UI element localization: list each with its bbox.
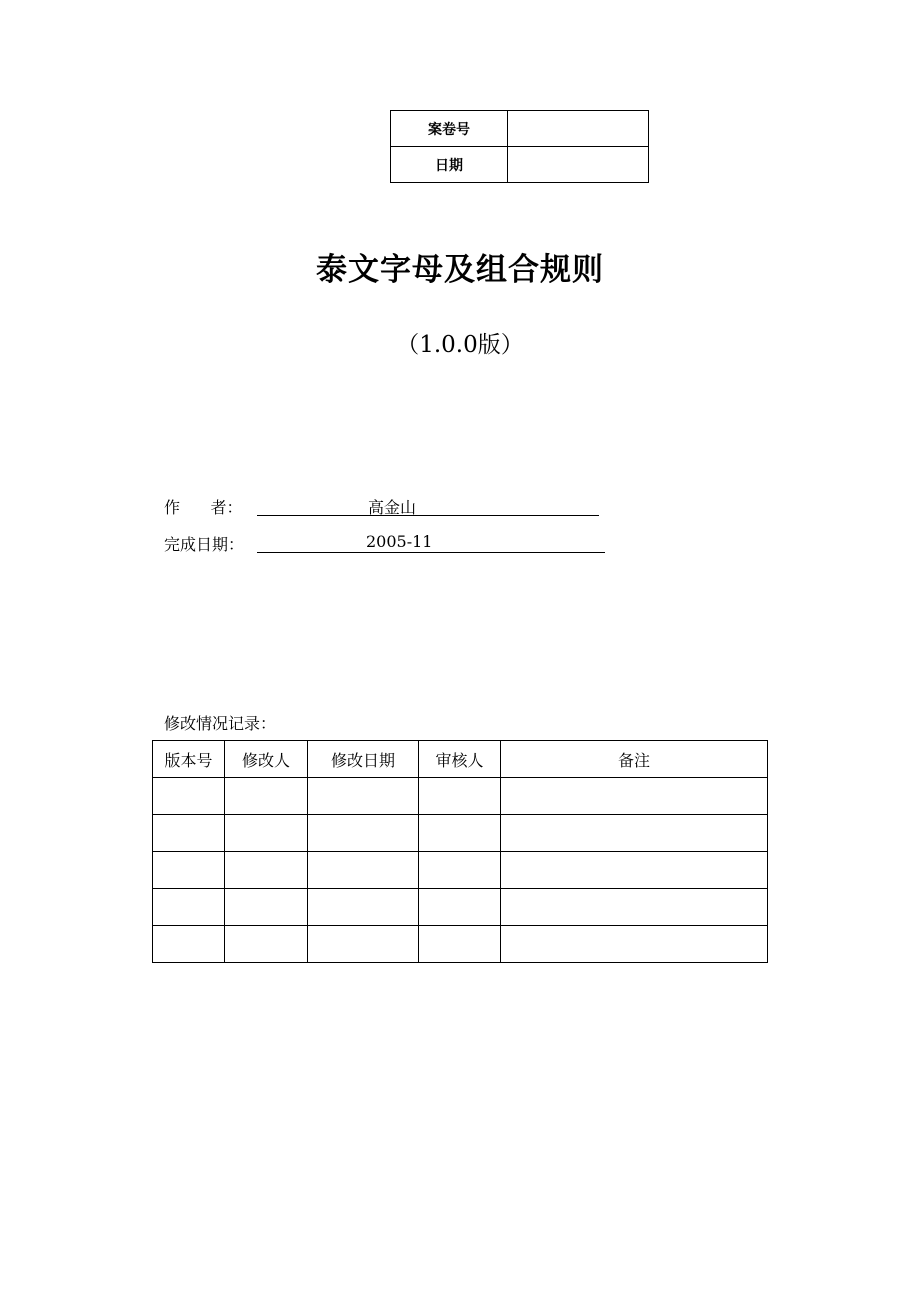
table-cell [153, 778, 225, 815]
table-row [153, 852, 768, 889]
archive-date-value [508, 147, 649, 183]
table-row [153, 926, 768, 963]
archive-date-row [391, 147, 649, 183]
table-cell [308, 889, 419, 926]
header-version-number: 版本号 [153, 741, 225, 778]
header-reviewer: 审核人 [419, 741, 501, 778]
archive-number-value [508, 111, 649, 147]
completion-date-label: 完成日期： [164, 535, 245, 554]
table-cell [153, 852, 225, 889]
table-cell [153, 926, 225, 963]
table-row [153, 815, 768, 852]
header-remarks: 备注 [501, 741, 768, 778]
revision-history-table [152, 740, 768, 963]
document-version: （1.0.0版） [396, 332, 524, 358]
table-cell [501, 815, 768, 852]
header-modify-date: 修改日期 [308, 741, 419, 778]
table-cell [225, 889, 308, 926]
archive-number-row [391, 111, 649, 147]
table-cell [419, 815, 501, 852]
table-cell [225, 815, 308, 852]
table-cell [501, 778, 768, 815]
header-modifier: 修改人 [225, 741, 308, 778]
table-cell [225, 778, 308, 815]
table-cell [308, 852, 419, 889]
table-cell [308, 778, 419, 815]
table-cell [153, 889, 225, 926]
table-cell [308, 926, 419, 963]
completion-date-underline [257, 532, 605, 553]
table-cell [501, 926, 768, 963]
table-cell [419, 852, 501, 889]
author-underline [257, 495, 599, 516]
author-label: 作 者： [164, 498, 243, 517]
table-cell [501, 889, 768, 926]
table-cell [419, 778, 501, 815]
author-value: 高金山 [368, 498, 417, 517]
table-cell [225, 926, 308, 963]
table-row [153, 889, 768, 926]
archive-date-label: 日期 [391, 147, 508, 183]
revision-header-row [153, 741, 768, 778]
table-cell [225, 852, 308, 889]
table-cell [501, 852, 768, 889]
revision-caption: 修改情况记录： [164, 714, 277, 733]
table-row [153, 778, 768, 815]
archive-number-label: 案卷号 [391, 111, 508, 147]
table-cell [308, 815, 419, 852]
table-cell [419, 926, 501, 963]
table-cell [419, 889, 501, 926]
archive-info-table [390, 110, 649, 183]
completion-date-value: 2005-11 [366, 532, 433, 551]
table-cell [153, 815, 225, 852]
document-title: 泰文字母及组合规则 [316, 252, 604, 288]
